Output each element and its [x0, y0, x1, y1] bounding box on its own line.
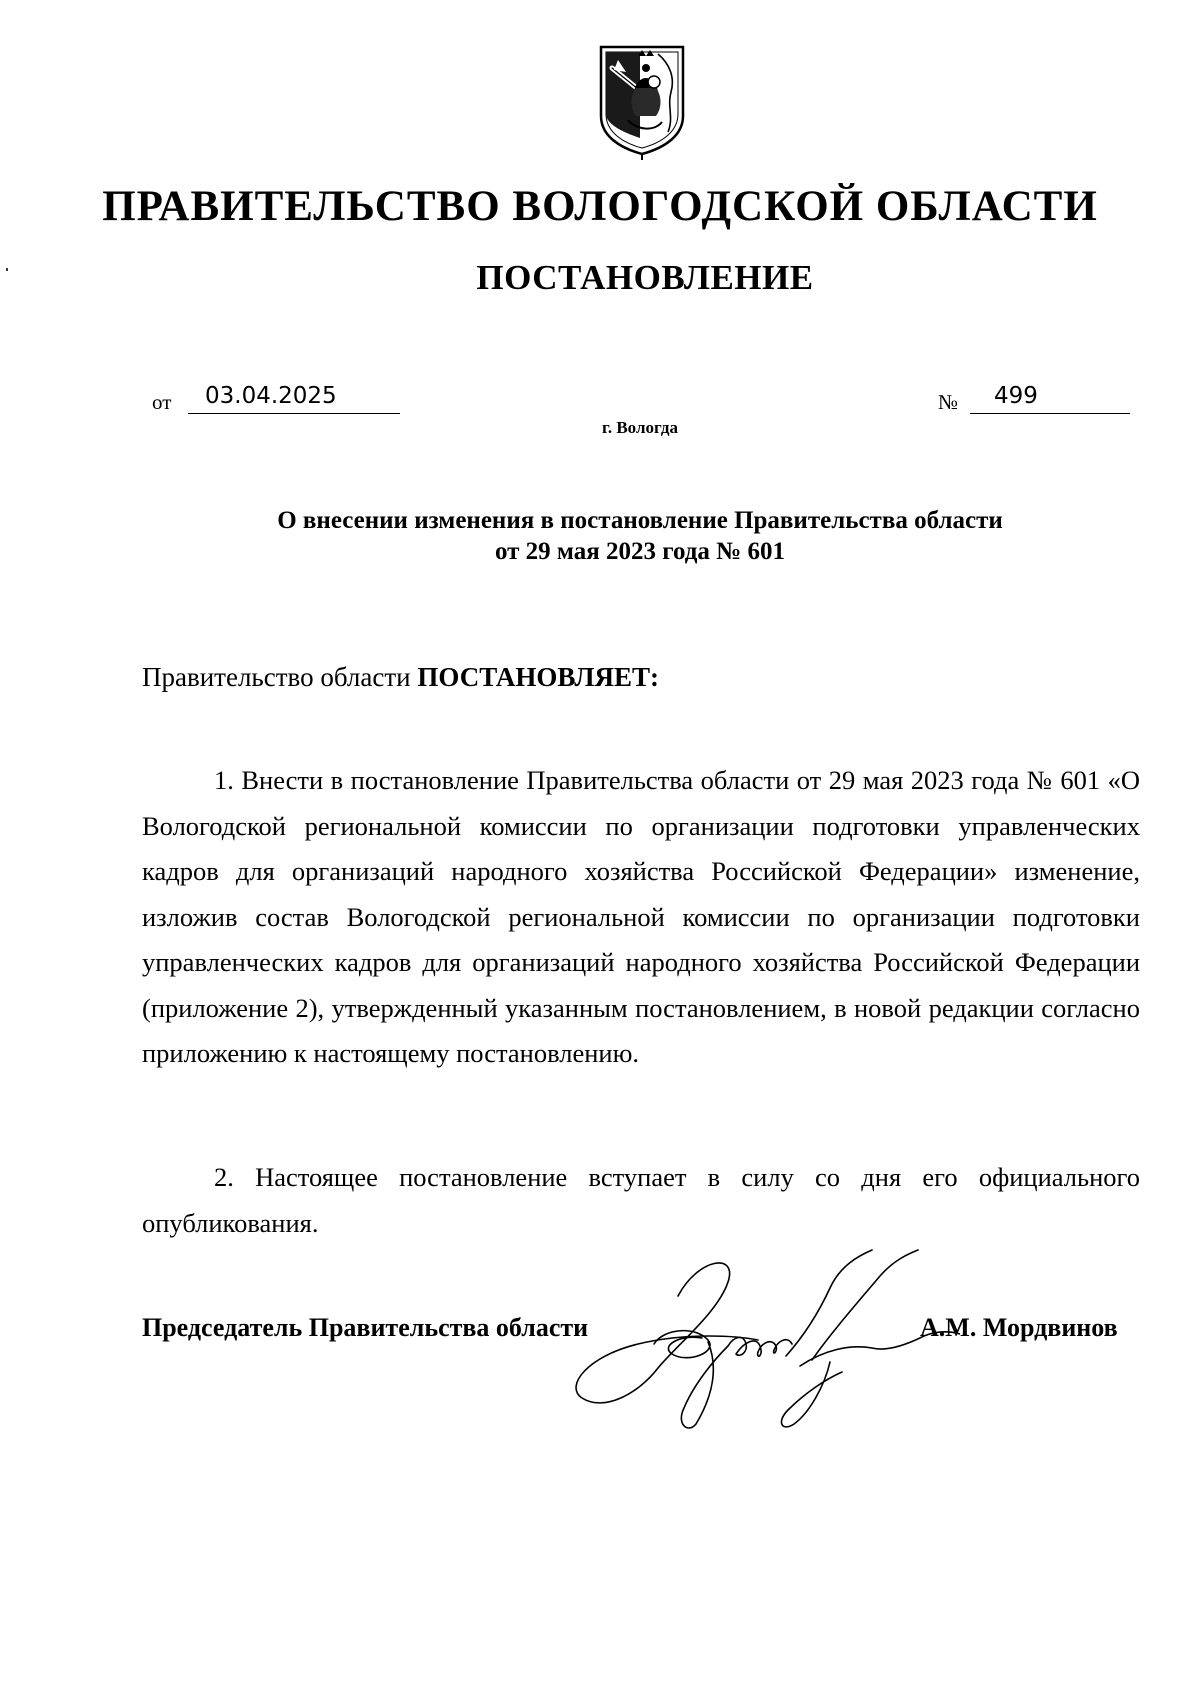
preamble — [142, 662, 659, 693]
date-label: от — [152, 390, 172, 414]
preamble-subject: Правительство области — [142, 662, 411, 692]
preamble-verb: ПОСТАНОВЛЯЕТ: — [417, 662, 659, 692]
signer-position: Председатель Правительства области — [142, 1313, 589, 1342]
document-type: ПОСТАНОВЛЕНИЕ — [476, 258, 814, 297]
number-label: № — [938, 390, 959, 414]
clause-1: 1. Внести в постановление Правительства области от 29 мая 2023 года № 601 «О Вологодской региональной комиссии по организации подготовки управленческих кадров для организаций народного хозяйства Российской Федерации» изменение, изложив состав Вологодской региональной комиссии по организации подготовки управленческих кадров для организаций народного хозяйства Российской Федерации (приложение 2), утвержденный указанным постановлением, в новой редакции согласно приложению к настоящему постановлению. — [142, 765, 1140, 1068]
document-subject — [150, 505, 1130, 567]
coat-of-arms-icon — [596, 42, 688, 160]
city-name: г. Вологда — [602, 418, 678, 437]
document-date: 03.04.2025 — [205, 383, 337, 409]
document-number: 499 — [994, 383, 1038, 409]
clause-2: 2. Настоящее постановление вступает в силу со дня его официального опубликования. — [142, 1162, 1140, 1238]
handwritten-signature — [568, 1248, 960, 1434]
organization-title: ПРАВИТЕЛЬСТВО ВОЛОГОДСКОЙ ОБЛАСТИ — [102, 183, 1098, 230]
signer-name: А.М. Мордвинов — [920, 1313, 1118, 1342]
number-underline — [970, 413, 1130, 414]
subject-line-2: от 29 мая 2023 года № 601 — [494, 538, 786, 565]
date-underline — [188, 413, 400, 414]
subject-line-1: О внесении изменения в постановление Правительства области — [277, 507, 1003, 534]
